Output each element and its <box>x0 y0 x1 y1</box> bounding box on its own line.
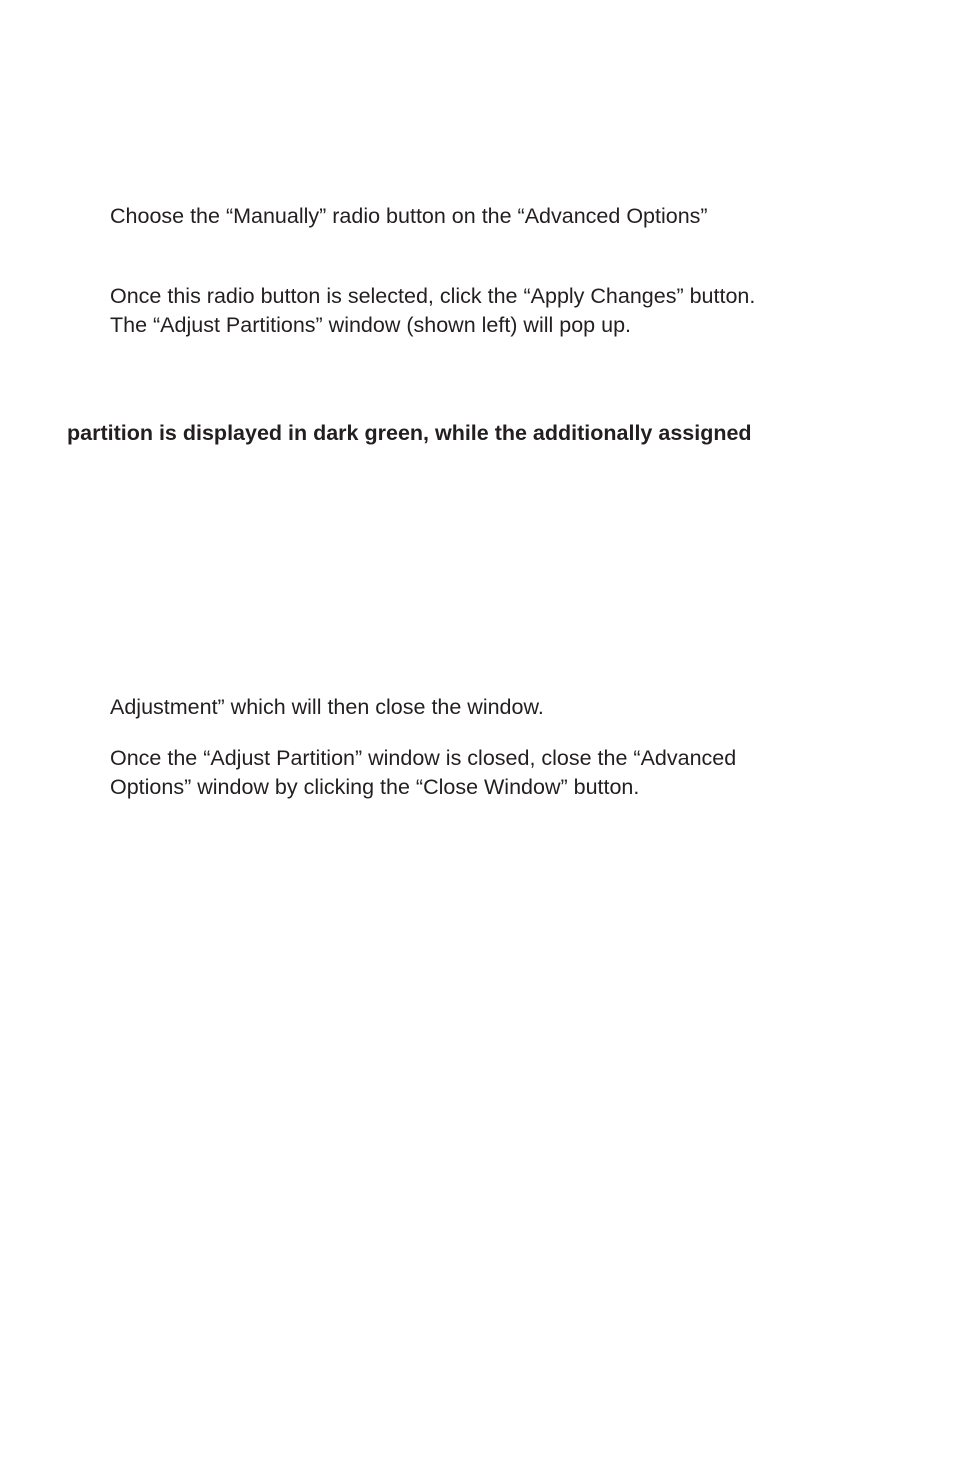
instruction-choose-manually: Choose the “Manually” radio button on the “Advanced Options” <box>110 204 708 228</box>
instruction-apply-changes-line-1: Once this radio button is selected, click the “Apply Changes” button. <box>110 284 756 308</box>
instruction-adjustment-close: Adjustment” which will then close the window. <box>110 695 544 719</box>
partition-color-note: partition is displayed in dark green, while the additionally assigned <box>67 421 752 445</box>
instruction-close-window-line-1: Once the “Adjust Partition” window is closed, close the “Advanced <box>110 746 737 770</box>
instruction-close-window-line-2: Options” window by clicking the “Close Window” button. <box>110 775 640 799</box>
instruction-apply-changes-line-2: The “Adjust Partitions” window (shown left) will pop up. <box>110 313 631 337</box>
